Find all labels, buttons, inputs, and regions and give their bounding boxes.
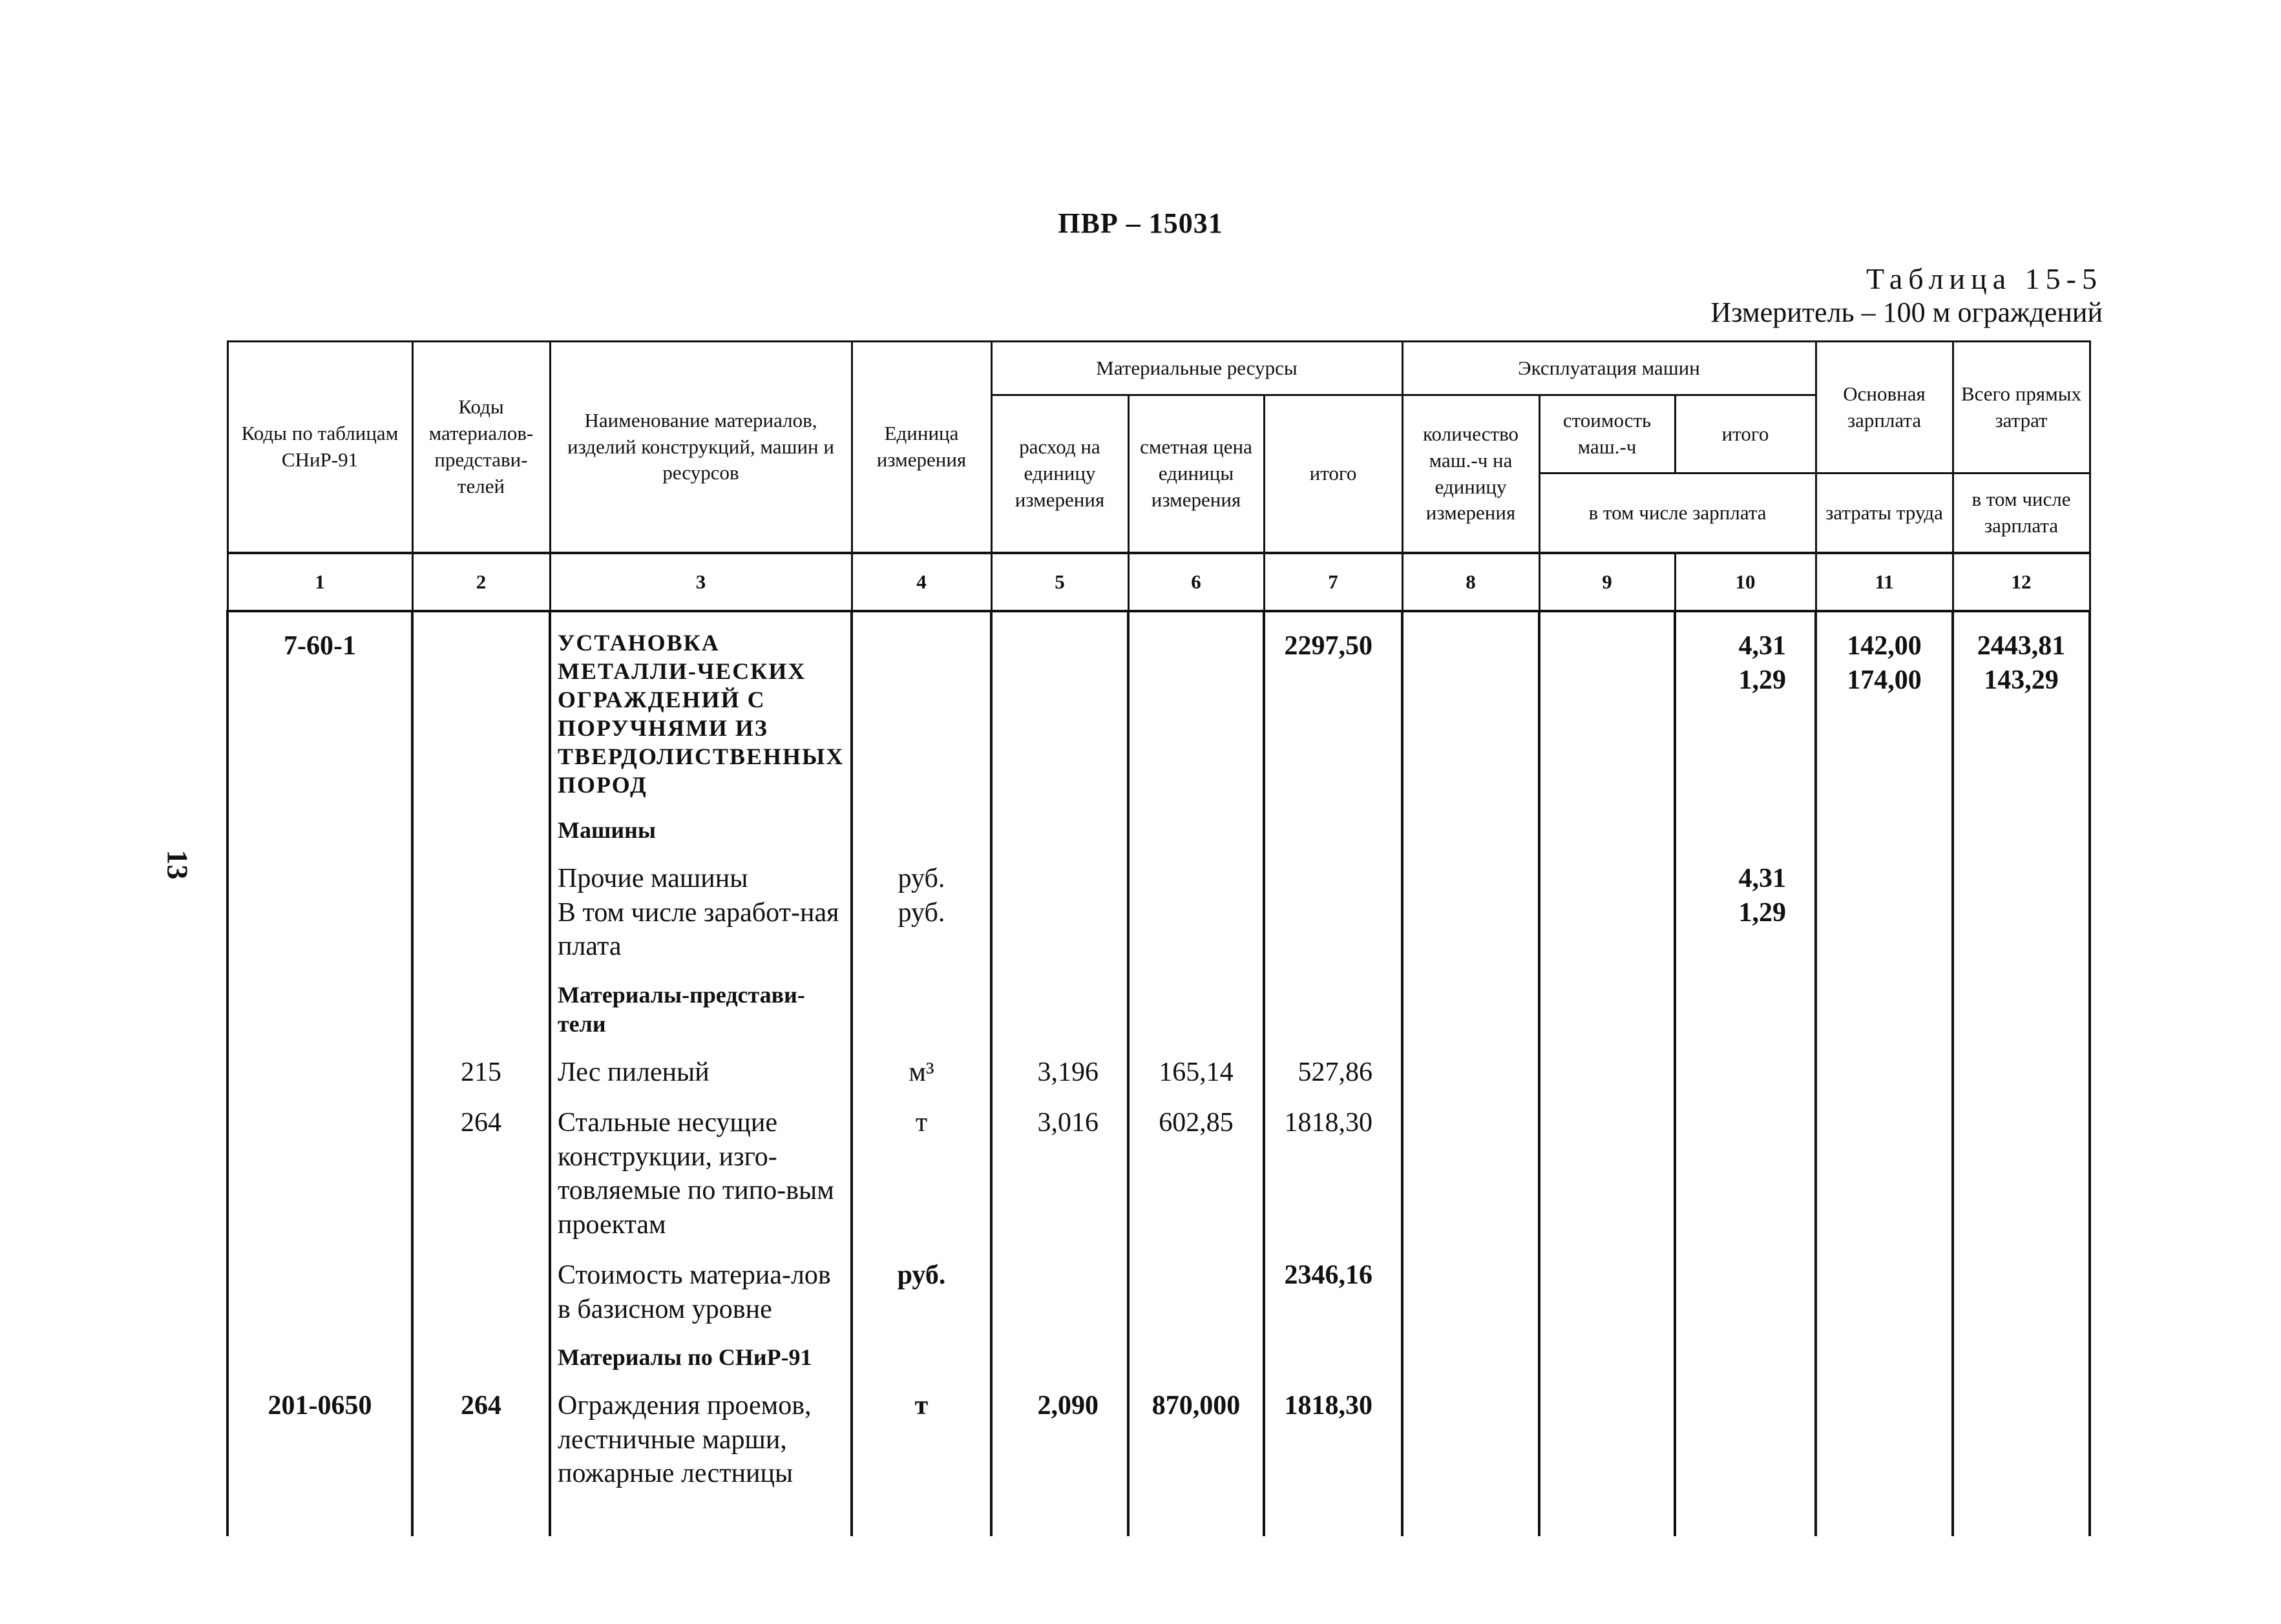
row-unit: т: [852, 1106, 991, 1242]
machines-wage: 1,29: [1675, 896, 1816, 964]
section-snir-materials: Материалы по СНиР-91: [550, 1343, 852, 1372]
row-code: 201-0650: [227, 1389, 412, 1491]
header-unit-price: сметная цена единицы измерения: [1128, 395, 1264, 554]
document-title: ПВР – 15031: [1058, 207, 1223, 239]
header-direct-costs: Всего прямых затрат: [1953, 342, 2090, 474]
header-machines-total: итого: [1675, 395, 1816, 474]
table-row: [227, 1389, 2090, 1491]
header-snir-codes: Коды по таблицам СНиР-91: [227, 342, 412, 554]
machines-total: 4,31: [1675, 862, 1816, 896]
materials-total: 527,86: [1264, 1056, 1402, 1090]
row-name: Лес пиленый: [550, 1056, 852, 1090]
column-number: 11: [1816, 553, 1953, 611]
row-code: 7-60-1: [227, 629, 412, 799]
section-machines: Машины: [550, 816, 852, 845]
unit-price: 602,85: [1128, 1106, 1264, 1242]
table-row: [227, 1106, 2090, 1242]
column-number: 2: [412, 553, 550, 611]
row-unit: руб.: [852, 896, 991, 964]
rep-code: 264: [412, 1106, 550, 1242]
direct-total: [1953, 629, 2090, 799]
column-number: 10: [1675, 553, 1816, 611]
column-number: 7: [1264, 553, 1402, 611]
table-label: Таблица 15-5: [1866, 262, 2103, 295]
column-number: 9: [1539, 553, 1675, 611]
column-number: 8: [1402, 553, 1539, 611]
base-wage: [1816, 629, 1953, 799]
section-representatives: Материалы-представи-тели: [550, 981, 852, 1039]
column-number: 3: [550, 553, 852, 611]
rep-code: 215: [412, 1056, 550, 1090]
page-number: 13: [161, 849, 194, 880]
table-row: [227, 1343, 2090, 1372]
header-machine-operation: Эксплуатация машин: [1402, 342, 1816, 395]
header-machines-wage: в том числе зарплата: [1539, 474, 1816, 554]
rep-code: 264: [412, 1389, 550, 1491]
column-number: 4: [852, 553, 991, 611]
unit-label: Измеритель – 100 м ограждений: [1710, 297, 2103, 328]
base-wage-value: 142,00: [1847, 631, 1922, 661]
row-name: Стоимость материа-лов в базисном уровне: [550, 1258, 852, 1326]
table-row: [227, 1056, 2090, 1090]
direct-total-value: 2443,81: [1977, 631, 2066, 661]
row-name: В том числе заработ-ная плата: [550, 896, 852, 964]
unit-price: 870,000: [1128, 1389, 1264, 1491]
header-name: Наименование материалов, изделий конструкций, машин и ресурсов: [550, 342, 852, 554]
row-unit: т: [852, 1389, 991, 1491]
header-materials-total: итого: [1264, 395, 1402, 554]
unit-price: 165,14: [1128, 1056, 1264, 1090]
column-number: 1: [227, 553, 412, 611]
materials-total: 1818,30: [1264, 1106, 1402, 1242]
header-base-wage: Основная зарплата: [1816, 342, 1953, 474]
header-material-resources: Материальные ресурсы: [991, 342, 1402, 395]
rate-per-unit: 3,016: [991, 1106, 1128, 1242]
direct-wage-value: 143,29: [1984, 665, 2059, 695]
table-row: [227, 896, 2090, 964]
column-numbers-row: [227, 553, 2090, 611]
header-machine-hours: количество маш.-ч на единицу измерения: [1402, 395, 1539, 554]
row-unit: м³: [852, 1056, 991, 1090]
header-rep-codes: Коды материалов-представи-телей: [412, 342, 550, 554]
rate-per-unit: 2,090: [991, 1389, 1128, 1491]
header-labor-costs: затраты труда: [1816, 474, 1953, 554]
machines-total-value: 4,31: [1738, 631, 1787, 661]
materials-total: 2346,16: [1264, 1258, 1402, 1326]
rate-per-unit: 3,196: [991, 1056, 1128, 1090]
materials-total: 2297,50: [1264, 629, 1402, 799]
table-row: [227, 816, 2090, 845]
row-name: Ограждения проемов, лестничные марши, пожарные лестницы: [550, 1389, 852, 1491]
materials-total: 1818,30: [1264, 1389, 1402, 1491]
table-row: [227, 629, 2090, 799]
column-number: 12: [1953, 553, 2090, 611]
machines-total: [1675, 629, 1816, 799]
row-name: УСТАНОВКА МЕТАЛЛИ-ЧЕСКИХ ОГРАЖДЕНИЙ С ПОРУЧНЯМИ ИЗ ТВЕРДОЛИСТВЕННЫХ ПОРОД: [550, 629, 852, 799]
row-name: Прочие машины: [550, 862, 852, 896]
resource-table: [226, 340, 2091, 1536]
table-row: [227, 981, 2090, 1039]
column-number: 5: [991, 553, 1128, 611]
row-unit: руб.: [852, 862, 991, 896]
labor-value: 174,00: [1847, 665, 1922, 695]
table-row: [227, 862, 2090, 896]
column-number: 6: [1128, 553, 1264, 611]
row-unit: руб.: [852, 1258, 991, 1326]
machines-wage-value: 1,29: [1738, 665, 1787, 695]
row-name: Стальные несущие конструкции, изго-товляемые по типо-вым проектам: [550, 1106, 852, 1242]
table-row: [227, 1258, 2090, 1326]
header-unit: Единица измерения: [852, 342, 991, 554]
header-direct-wage: в том числе зарплата: [1953, 474, 2090, 554]
header-rate-per-unit: расход на единицу измерения: [991, 395, 1128, 554]
header-machine-hour-cost: стоимость маш.-ч: [1539, 395, 1675, 474]
